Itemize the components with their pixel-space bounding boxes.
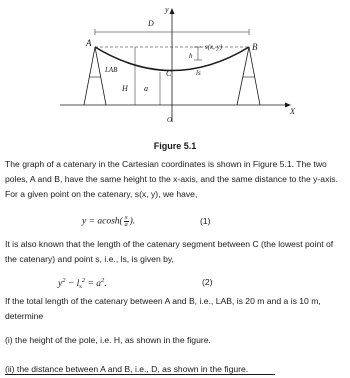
label-b: B [252, 42, 258, 52]
label-origin: O [167, 116, 173, 124]
paragraph-intro: The graph of a catenary in the Cartesian coordinates is shown in Figure 5.1. The two poles, A and B, have the same height to the x-axis, and the same distance to the y-axis. For a given point on the catenary, s(x, y), we have, [5, 159, 338, 199]
eq1-rhs: ). [129, 216, 136, 227]
label-y: y [165, 5, 169, 14]
eq1-frac-num: x [124, 214, 128, 221]
question-ii: (ii) the distance between A and B, i.e., D, as shown in the figure. [5, 364, 249, 374]
question-i: (i) the height of the pole, i.e. H, as shown in the figure. [5, 335, 211, 345]
label-sxy: s(x, y) [205, 43, 223, 51]
equation-2-number: (2) [202, 277, 213, 287]
paragraph-determine: If the total length of the catenary between A and B, i.e., LAB, is 20 m and a is 10 m, determine [5, 296, 321, 321]
eq2-minus-l: − l [65, 279, 80, 289]
eq2-y: y [58, 279, 63, 289]
equation-1-number: (1) [200, 216, 211, 226]
y-axis-arrow [170, 8, 175, 14]
pole-b [237, 47, 260, 105]
label-d: D [148, 19, 154, 28]
label-lab: LAB [105, 66, 118, 74]
eq2-period: . [104, 279, 107, 289]
label-h: H [122, 84, 128, 93]
label-ls: ls [196, 69, 201, 77]
equation-1 [82, 215, 135, 228]
label-c: C [166, 69, 172, 78]
eq2-equals-a: = a [85, 279, 101, 289]
label-h-small: h [189, 52, 193, 60]
label-x: X [290, 107, 295, 116]
figure-caption: Figure 5.1 [153, 141, 197, 151]
eq1-lhs: y = acosh( [82, 216, 123, 227]
paragraph-ls: It is also known that the length of the catenary segment between C (the lowest point of the catenary) and point s, i.e., ls, is given by, [5, 239, 334, 264]
pole-a [84, 47, 106, 105]
question-ii-underline [5, 374, 275, 375]
eq1-fraction [124, 215, 129, 228]
label-a-small: a [144, 84, 148, 93]
equation-2: $y^2 - l_s^2 = a^2$. [58, 277, 107, 290]
label-a: A [86, 38, 92, 48]
catenary-figure [0, 0, 350, 140]
eq1-frac-den: a [124, 221, 128, 228]
